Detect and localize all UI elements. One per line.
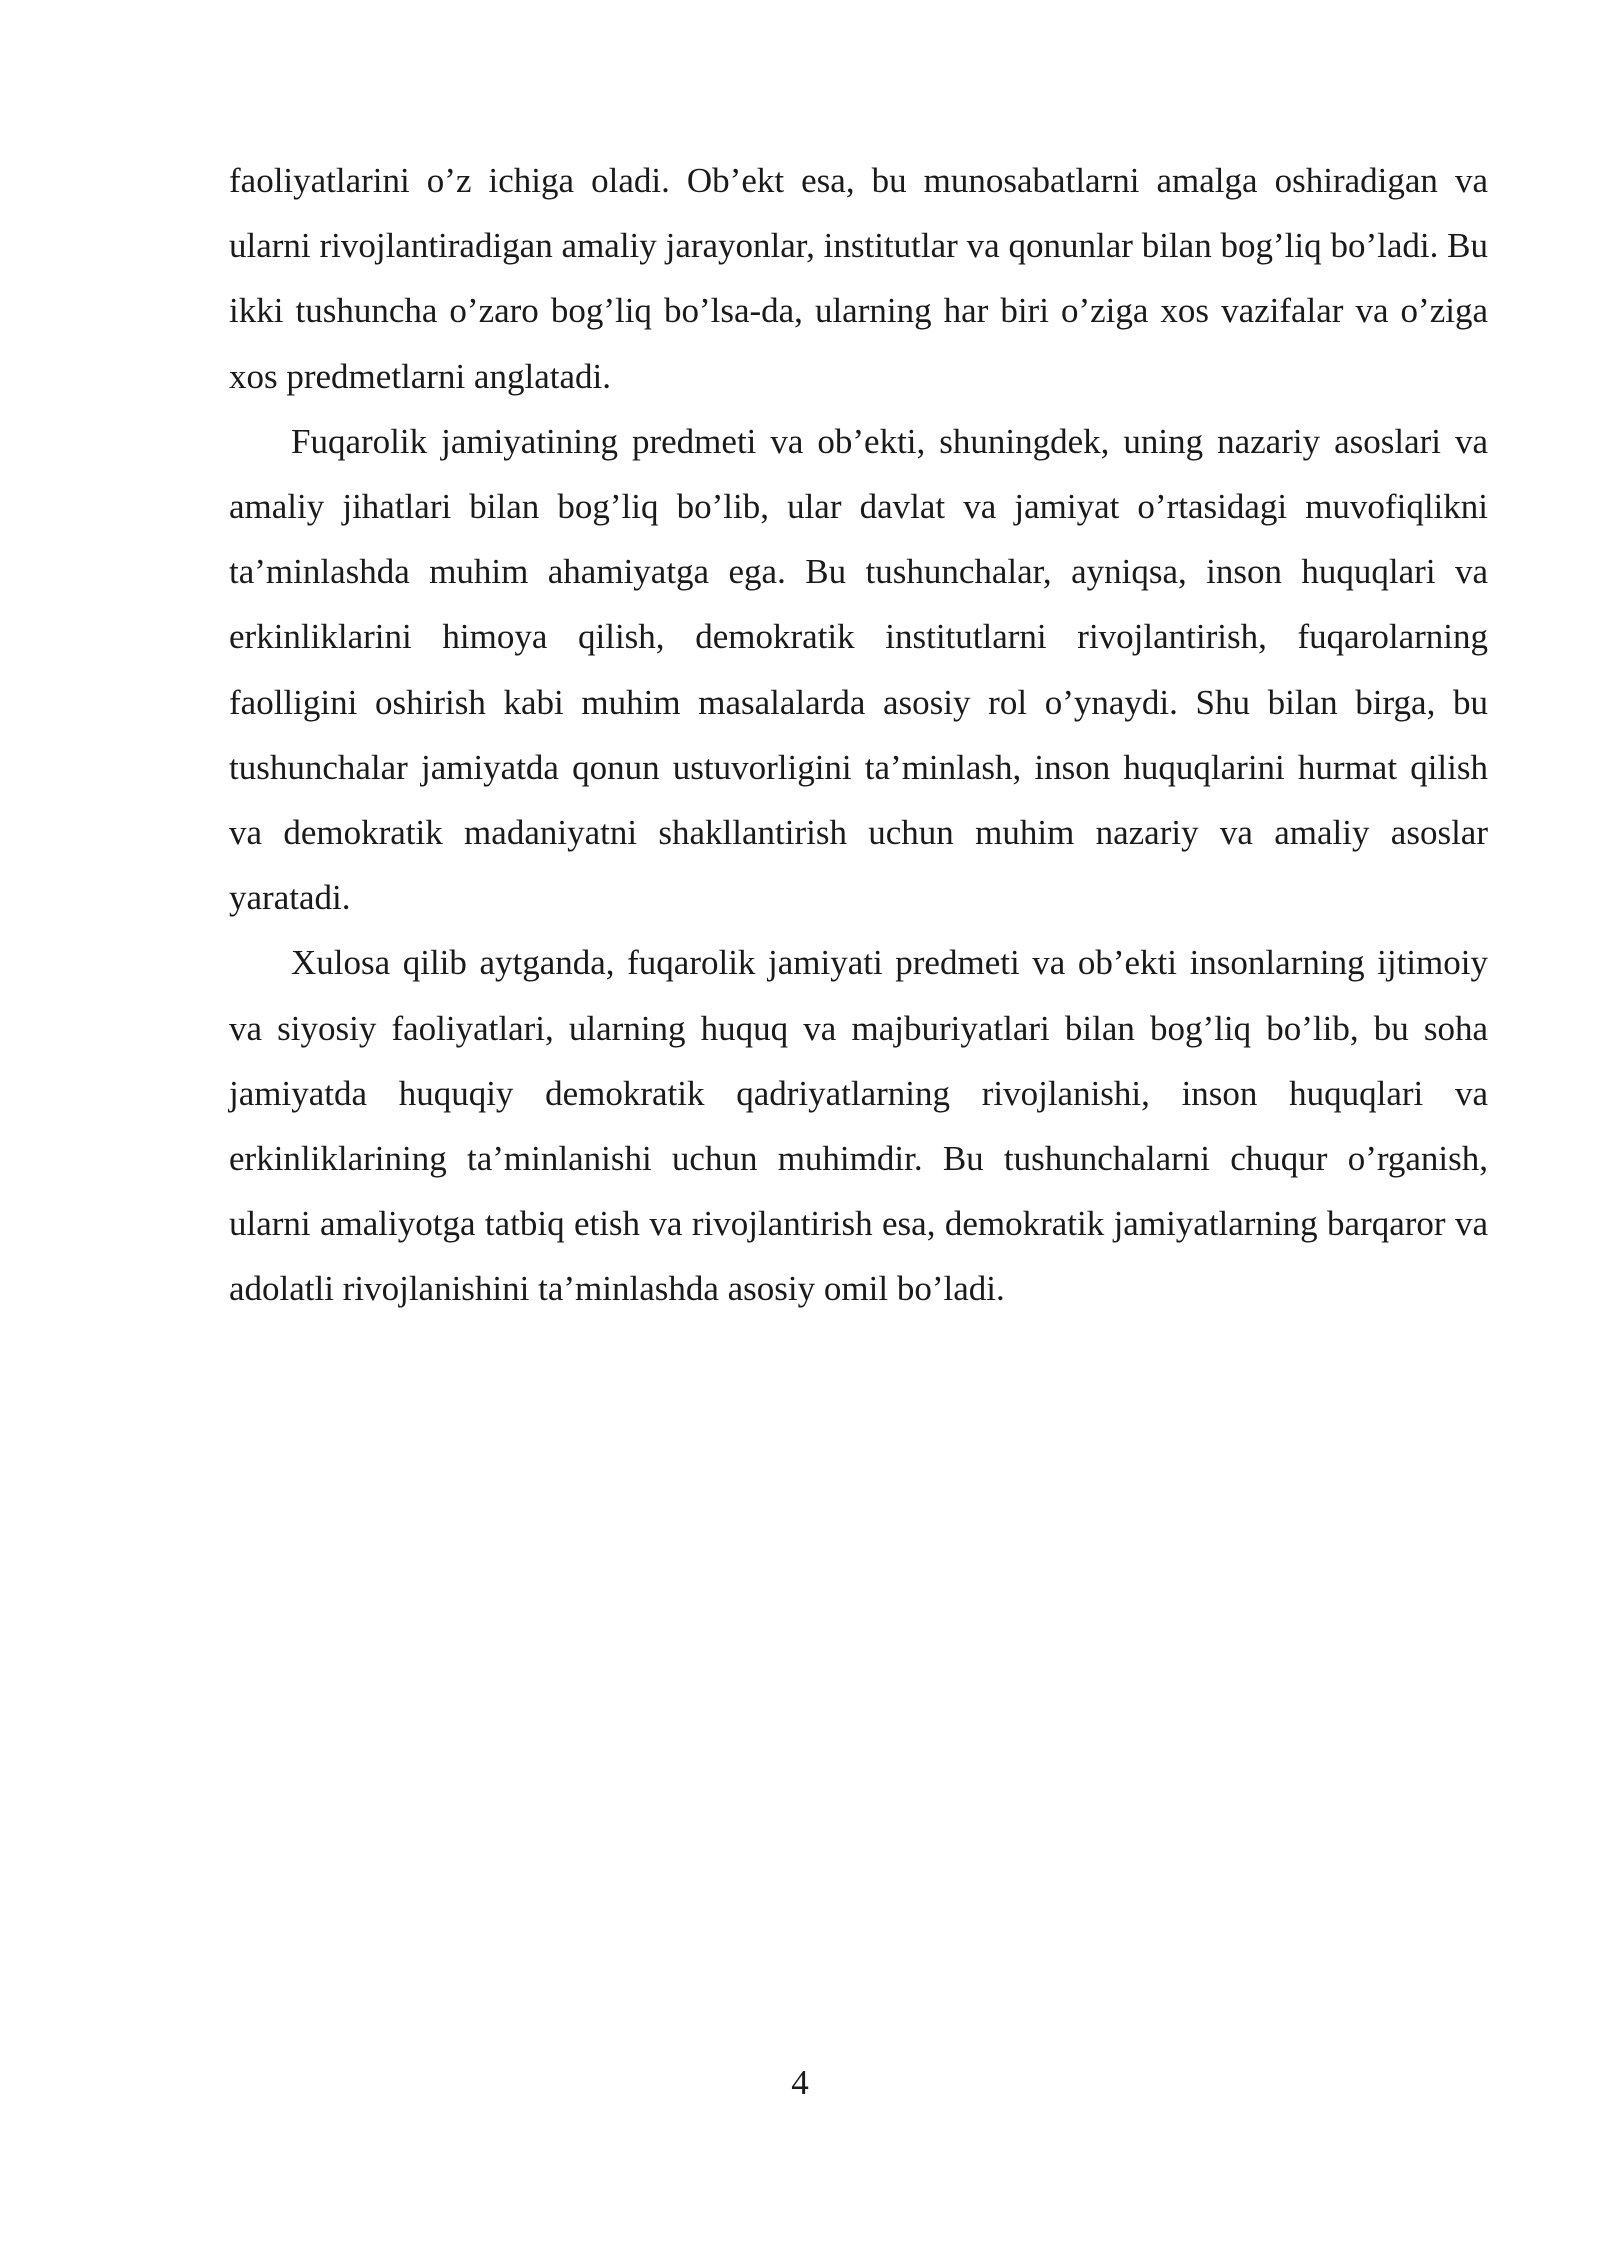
paragraph-conclusion: Xulosa qilib aytganda, fuqarolik jamiyati predmeti va ob’ekti insonlarning ijtimoiy va siyosiy faoliyatlari, ularning huquq va majburiyatlari bilan bog’liq bo’lib, bu soha jamiyatda huquqiy demokratik qadriyatlarning rivojlanishi, inson huquqlari va erkinliklarining ta’minlanishi uchun muhimdir. Bu tushunchalarni chuqur o’rganish, ularni amaliyotga tatbiq etish va rivojlantirish esa, demokratik jamiyatlarning barqaror va adolatli rivojlanishini ta’minlashda asosiy omil bo’ladi. (229, 943, 1488, 1309)
paragraph-continuation: faoliyatlarini o’z ichiga oladi. Ob’ekt esa, bu munosabatlarni amalga oshiradigan va ularni rivojlantiradigan amaliy jarayonlar, institutlar va qonunlar bilan bog’liq bo’ladi. Bu ikki tushuncha o’zaro bog’liq bo’lsa-da, ularning har biri o’ziga xos vazifalar va o’ziga xos predmetlarni anglatadi. (229, 161, 1488, 396)
body-text (229, 148, 1488, 1322)
paragraph-subject-and-object: Fuqarolik jamiyatining predmeti va ob’ekti, shuningdek, uning nazariy asoslari va amaliy jihatlari bilan bog’liq bo’lib, ular davlat va jamiyat o’rtasidagi muvofiqlikni ta’minlashda muhim ahamiyatga ega. Bu tushunchalar, ayniqsa, inson huquqlari va erkinliklarini himoya qilish, demokratik institutlarni rivojlantirish, fuqarolarning faolligini oshirish kabi muhim masalalarda asosiy rol o’ynaydi. Shu bilan birga, bu tushunchalar jamiyatda qonun ustuvorligini ta’minlash, inson huquqlarini hurmat qilish va demokratik madaniyatni shakllantirish uchun muhim nazariy va amaliy asoslar yaratadi. (229, 421, 1488, 918)
page-number: 4 (791, 2063, 809, 2102)
